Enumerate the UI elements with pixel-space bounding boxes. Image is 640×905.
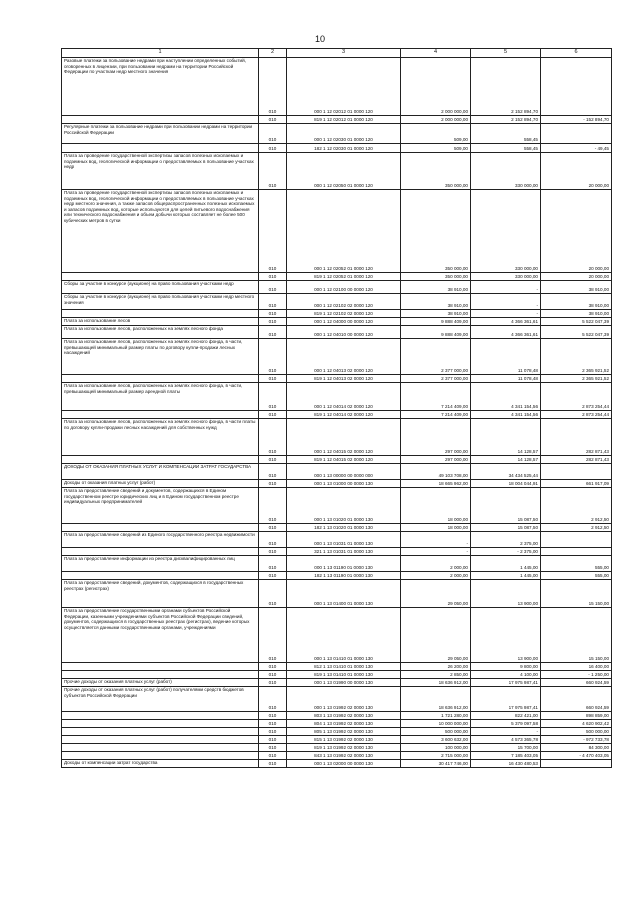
- row-name-cell: Плата за предоставление сведений и документов, содержащихся в Едином государственном реестре юридических лиц и в Едином государственном реестре индивидуальных предпринимателей: [62, 488, 259, 524]
- unexecuted-cell: 15 150,00: [541, 608, 612, 663]
- executed-cell: 2 375,00: [471, 532, 541, 548]
- unexecuted-cell: 5 522 047,39: [541, 318, 612, 326]
- row-name-cell: Прочие доходы от оказания платных услуг (работ): [62, 679, 259, 687]
- report-table: [61, 48, 612, 768]
- unexecuted-cell: [541, 124, 612, 144]
- table-row: [62, 679, 612, 687]
- approved-plan-cell: 2 377 000,00: [401, 375, 471, 383]
- row-name-cell: Плата за использование лесов, расположенных на землях лесного фонда: [62, 326, 259, 339]
- approved-plan-cell: 297 000,00: [401, 456, 471, 464]
- row-code-cell: 010: [259, 464, 287, 480]
- unexecuted-cell: 660 924,59: [541, 687, 612, 712]
- executed-cell: -: [471, 728, 541, 736]
- row-code-cell: 010: [259, 608, 287, 663]
- approved-plan-cell: 2 850,00: [401, 671, 471, 679]
- row-name-cell: [62, 116, 259, 124]
- unexecuted-cell: [541, 464, 612, 480]
- table-row: [62, 464, 612, 480]
- unexecuted-cell: 16 400,00: [541, 663, 612, 671]
- budget-code-cell: 000 1 13 01410 01 0000 130: [287, 608, 401, 663]
- budget-code-cell: 812 1 13 01410 01 0000 130: [287, 663, 401, 671]
- table-row: [62, 383, 612, 411]
- table-row: [62, 532, 612, 548]
- budget-code-cell: 000 1 12 04010 00 0000 120: [287, 326, 401, 339]
- table-row: [62, 310, 612, 318]
- budget-code-cell: 321 1 13 01031 01 0000 130: [287, 548, 401, 556]
- budget-code-cell: 000 1 13 01400 01 0000 130: [287, 580, 401, 608]
- row-name-cell: [62, 524, 259, 532]
- table-row: [62, 480, 612, 488]
- budget-code-cell: 819 1 12 02012 01 0000 120: [287, 116, 401, 124]
- row-name-cell: Плата за предоставление информации из реестра дисквалифицированных лиц: [62, 556, 259, 572]
- approved-plan-cell: 49 103 708,00: [401, 464, 471, 480]
- table-row: [62, 339, 612, 375]
- row-code-cell: 010: [259, 524, 287, 532]
- approved-plan-cell: 509,00: [401, 124, 471, 144]
- budget-code-cell: 000 1 12 04014 02 0000 120: [287, 383, 401, 411]
- unexecuted-cell: 555,00: [541, 572, 612, 580]
- unexecuted-cell: 20 000,00: [541, 153, 612, 190]
- approved-plan-cell: 29 050,00: [401, 580, 471, 608]
- row-code-cell: 010: [259, 318, 287, 326]
- row-code-cell: 010: [259, 144, 287, 153]
- unexecuted-cell: 2 365 921,52: [541, 339, 612, 375]
- executed-cell: 330 000,00: [471, 273, 541, 281]
- approved-plan-cell: 350 000,00: [401, 273, 471, 281]
- row-name-cell: [62, 663, 259, 671]
- row-code-cell: 010: [259, 572, 287, 580]
- table-row: [62, 281, 612, 294]
- unexecuted-cell: [541, 532, 612, 548]
- table-row: [62, 760, 612, 768]
- row-name-cell: [62, 744, 259, 752]
- unexecuted-cell: 84 300,00: [541, 744, 612, 752]
- unexecuted-cell: - 152 894,70: [541, 116, 612, 124]
- approved-plan-cell: 38 910,00: [401, 294, 471, 310]
- approved-plan-cell: 9 888 409,00: [401, 318, 471, 326]
- row-name-cell: [62, 736, 259, 744]
- approved-plan-cell: 297 000,00: [401, 419, 471, 456]
- table-row: [62, 556, 612, 572]
- executed-cell: 17 975 987,41: [471, 687, 541, 712]
- row-name-cell: [62, 456, 259, 464]
- executed-cell: 17 975 987,41: [471, 679, 541, 687]
- unexecuted-cell: 2 912,50: [541, 488, 612, 524]
- budget-code-cell: 000 1 13 01990 00 0000 130: [287, 679, 401, 687]
- row-name-cell: Плата за проведение государственной экспертизы запасов полезных ископаемых и подземных вод, геологической информации о предоставляемых в пользование участках недр: [62, 153, 259, 190]
- executed-cell: 18 004 044,91: [471, 480, 541, 488]
- executed-cell: 1 445,00: [471, 572, 541, 580]
- approved-plan-cell: 509,00: [401, 144, 471, 153]
- table-row: [62, 580, 612, 608]
- row-name-cell: [62, 310, 259, 318]
- table-row: [62, 273, 612, 281]
- approved-plan-cell: 38 910,00: [401, 310, 471, 318]
- approved-plan-cell: 18 636 912,00: [401, 687, 471, 712]
- table-row: [62, 153, 612, 190]
- table-row: [62, 608, 612, 663]
- budget-code-cell: 000 1 12 04013 02 0000 120: [287, 339, 401, 375]
- unexecuted-cell: 555,00: [541, 556, 612, 572]
- approved-plan-cell: 7 214 409,00: [401, 383, 471, 411]
- row-code-cell: 010: [259, 124, 287, 144]
- unexecuted-cell: 282 871,43: [541, 419, 612, 456]
- row-code-cell: 010: [259, 532, 287, 548]
- table-row: [62, 411, 612, 419]
- row-code-cell: 010: [259, 548, 287, 556]
- row-code-cell: 010: [259, 720, 287, 728]
- budget-code-cell: 000 1 12 04000 00 0000 120: [287, 318, 401, 326]
- table-row: [62, 375, 612, 383]
- table-row: [62, 419, 612, 456]
- row-name-cell: [62, 411, 259, 419]
- table-row: [62, 58, 612, 116]
- row-code-cell: 010: [259, 273, 287, 281]
- budget-code-cell: 819 1 12 04015 02 0000 120: [287, 456, 401, 464]
- executed-cell: 558,45: [471, 144, 541, 153]
- page-number: 10: [314, 34, 325, 44]
- approved-plan-cell: 2 000 000,00: [401, 116, 471, 124]
- row-code-cell: 010: [259, 375, 287, 383]
- approved-plan-cell: 10 000 000,00: [401, 720, 471, 728]
- budget-code-cell: 000 1 12 02030 01 0000 120: [287, 124, 401, 144]
- approved-plan-cell: 18 000,00: [401, 488, 471, 524]
- budget-code-cell: 819 1 12 04013 02 0000 120: [287, 375, 401, 383]
- executed-cell: 14 128,57: [471, 419, 541, 456]
- budget-code-cell: 000 1 13 00000 00 0000 000: [287, 464, 401, 480]
- row-code-cell: 010: [259, 419, 287, 456]
- unexecuted-cell: 660 924,59: [541, 679, 612, 687]
- row-code-cell: 010: [259, 760, 287, 768]
- column-header: 1: [62, 49, 259, 58]
- row-name-cell: Плата за использование лесов, расположенных на землях лесного фонда, в части, превышающей минимальный размер платы по договору купли-продажи лесных насаждений: [62, 339, 259, 375]
- unexecuted-cell: - 4 470 403,05: [541, 752, 612, 760]
- unexecuted-cell: 282 871,43: [541, 456, 612, 464]
- row-code-cell: 010: [259, 728, 287, 736]
- approved-plan-cell: 500 000,00: [401, 728, 471, 736]
- column-header: 2: [259, 49, 287, 58]
- approved-plan-cell: 2 377 000,00: [401, 339, 471, 375]
- row-name-cell: [62, 671, 259, 679]
- budget-code-cell: 000 1 13 01020 01 0000 130: [287, 488, 401, 524]
- row-code-cell: 010: [259, 456, 287, 464]
- approved-plan-cell: 18 636 912,00: [401, 679, 471, 687]
- row-code-cell: 010: [259, 116, 287, 124]
- executed-cell: 9 800,00: [471, 663, 541, 671]
- column-header: 6: [541, 49, 612, 58]
- executed-cell: 4 573 365,78: [471, 736, 541, 744]
- row-name-cell: Плата за проведение государственной экспертизы запасов полезных ископаемых и подземных вод, геологической информации о предоставляемых в пользование участках недр местного значения, а также запасов общераспространенных полезных ископаемых и запасов подземных вод, которые используются для целей питьевого водоснабжения или технического водоснабжения и объем добычи которых составляет не более 500 кубических метров в сутки: [62, 190, 259, 273]
- unexecuted-cell: 38 910,00: [541, 281, 612, 294]
- approved-plan-cell: 1 721 280,00: [401, 712, 471, 720]
- budget-code-cell: 819 1 12 02102 02 0000 120: [287, 310, 401, 318]
- row-name-cell: ДОХОДЫ ОТ ОКАЗАНИЯ ПЛАТНЫХ УСЛУГ И КОМПЕНСАЦИИ ЗАТРАТ ГОСУДАРСТВА: [62, 464, 259, 480]
- unexecuted-cell: [541, 760, 612, 768]
- executed-cell: 330 000,00: [471, 153, 541, 190]
- executed-cell: 1 445,00: [471, 556, 541, 572]
- table-row: [62, 124, 612, 144]
- executed-cell: 13 900,00: [471, 608, 541, 663]
- budget-code-cell: 182 1 13 01190 01 0000 130: [287, 572, 401, 580]
- row-name-cell: Регулярные платежи за пользование недрами при пользовании недрами на территории Российской Федерации: [62, 124, 259, 144]
- executed-cell: -: [471, 281, 541, 294]
- table-row: [62, 190, 612, 273]
- budget-code-cell: 819 1 13 01992 02 0000 130: [287, 744, 401, 752]
- row-code-cell: 010: [259, 712, 287, 720]
- table-row: [62, 687, 612, 712]
- budget-code-cell: 000 1 12 04015 02 0000 120: [287, 419, 401, 456]
- row-code-cell: 010: [259, 679, 287, 687]
- unexecuted-cell: [541, 548, 612, 556]
- row-code-cell: 010: [259, 736, 287, 744]
- executed-cell: 2 152 894,70: [471, 58, 541, 116]
- executed-cell: 15 087,50: [471, 524, 541, 532]
- executed-cell: 330 000,00: [471, 190, 541, 273]
- approved-plan-cell: 350 000,00: [401, 153, 471, 190]
- budget-code-cell: 182 1 13 01020 01 0000 130: [287, 524, 401, 532]
- executed-cell: 15 700,00: [471, 744, 541, 752]
- budget-code-cell: 000 1 13 01000 00 0000 130: [287, 480, 401, 488]
- budget-code-cell: 843 1 13 01992 02 0000 130: [287, 752, 401, 760]
- table-row: [62, 744, 612, 752]
- unexecuted-cell: - 49,45: [541, 144, 612, 153]
- row-name-cell: Сборы за участие в конкурсе (аукционе) на право пользования участками недр местного значения: [62, 294, 259, 310]
- row-name-cell: [62, 728, 259, 736]
- approved-plan-cell: -: [401, 548, 471, 556]
- row-code-cell: 010: [259, 687, 287, 712]
- table-row: [62, 671, 612, 679]
- row-name-cell: Плата за использование лесов: [62, 318, 259, 326]
- budget-code-cell: 819 1 13 01410 01 0000 130: [287, 671, 401, 679]
- row-name-cell: [62, 548, 259, 556]
- approved-plan-cell: 26 200,00: [401, 663, 471, 671]
- budget-code-cell: 000 1 12 02052 01 0000 120: [287, 190, 401, 273]
- budget-code-cell: 182 1 12 02030 01 0000 120: [287, 144, 401, 153]
- row-code-cell: 010: [259, 663, 287, 671]
- row-code-cell: 010: [259, 480, 287, 488]
- budget-code-cell: 000 1 12 02012 01 0000 120: [287, 58, 401, 116]
- row-code-cell: 010: [259, 752, 287, 760]
- column-header: 4: [401, 49, 471, 58]
- approved-plan-cell: 3 600 632,00: [401, 736, 471, 744]
- row-name-cell: [62, 375, 259, 383]
- table-row: [62, 736, 612, 744]
- row-code-cell: 010: [259, 190, 287, 273]
- row-name-cell: Плата за предоставление государственными органами субъектов Российской Федерации, казенными учреждениями субъектов Российской Федерации сведений, документов, содержащихся в государственных реестрах (регистрах), ведение которых осуществляется данными государственными органами, учреждениями: [62, 608, 259, 663]
- table-row: [62, 663, 612, 671]
- row-code-cell: 010: [259, 294, 287, 310]
- approved-plan-cell: 7 214 409,00: [401, 411, 471, 419]
- row-code-cell: 010: [259, 310, 287, 318]
- table-row: [62, 712, 612, 720]
- unexecuted-cell: 898 859,00: [541, 712, 612, 720]
- column-header: 3: [287, 49, 401, 58]
- unexecuted-cell: 5 522 047,39: [541, 326, 612, 339]
- table-row: [62, 524, 612, 532]
- row-code-cell: 010: [259, 556, 287, 572]
- approved-plan-cell: 18 665 962,00: [401, 480, 471, 488]
- executed-cell: 558,45: [471, 124, 541, 144]
- row-code-cell: 010: [259, 411, 287, 419]
- unexecuted-cell: 38 910,00: [541, 310, 612, 318]
- budget-code-cell: 000 1 13 01190 01 0000 130: [287, 556, 401, 572]
- row-name-cell: Плата за использование лесов, расположенных на землях лесного фонда, в части, превышающей минимальный размер арендной платы: [62, 383, 259, 411]
- executed-cell: 16 430 480,53: [471, 760, 541, 768]
- approved-plan-cell: 29 050,00: [401, 608, 471, 663]
- row-code-cell: 010: [259, 671, 287, 679]
- row-name-cell: Плата за использование лесов, расположенных на землях лесного фонда, в части платы по договору купли-продажи лесных насаждений для собственных нужд: [62, 419, 259, 456]
- table-row: [62, 720, 612, 728]
- row-name-cell: Плата за предоставление сведений, документов, содержащихся в государственных реестрах (регистрах): [62, 580, 259, 608]
- row-code-cell: 010: [259, 383, 287, 411]
- table-row: [62, 548, 612, 556]
- table-row: [62, 116, 612, 124]
- row-name-cell: Плата за предоставление сведений из Единого государственного реестра недвижимости: [62, 532, 259, 548]
- approved-plan-cell: 18 000,00: [401, 524, 471, 532]
- row-name-cell: Сборы за участие в конкурсе (аукционе) на право пользования участками недр: [62, 281, 259, 294]
- budget-code-cell: 819 1 12 04014 02 0000 120: [287, 411, 401, 419]
- unexecuted-cell: 500 000,00: [541, 728, 612, 736]
- approved-plan-cell: 30 417 746,00: [401, 760, 471, 768]
- row-name-cell: Разовые платежи за пользование недрами при наступлении определенных событий, оговоренных в лицензии, при пользовании недрами на территории Российской Федерации по участкам недр местного значения: [62, 58, 259, 116]
- budget-code-cell: 805 1 13 01992 02 0000 130: [287, 728, 401, 736]
- executed-cell: 2 152 894,70: [471, 116, 541, 124]
- table-row: [62, 294, 612, 310]
- budget-code-cell: 803 1 13 01992 02 0000 130: [287, 712, 401, 720]
- table-row: [62, 752, 612, 760]
- budget-code-cell: 000 1 13 01031 01 0000 130: [287, 532, 401, 548]
- row-code-cell: 010: [259, 281, 287, 294]
- budget-code-cell: 000 1 12 02050 01 0000 120: [287, 153, 401, 190]
- budget-code-cell: 819 1 12 02052 01 0000 120: [287, 273, 401, 281]
- budget-code-cell: 815 1 13 01992 02 0000 130: [287, 736, 401, 744]
- unexecuted-cell: [541, 58, 612, 116]
- budget-code-cell: 000 1 13 01992 02 0000 130: [287, 687, 401, 712]
- executed-cell: 4 341 154,56: [471, 383, 541, 411]
- executed-cell: -: [471, 294, 541, 310]
- executed-cell: 11 078,48: [471, 375, 541, 383]
- executed-cell: - 2 375,00: [471, 548, 541, 556]
- approved-plan-cell: 350 000,00: [401, 190, 471, 273]
- row-name-cell: [62, 752, 259, 760]
- row-name-cell: [62, 720, 259, 728]
- unexecuted-cell: - 1 250,00: [541, 671, 612, 679]
- unexecuted-cell: 2 365 921,52: [541, 375, 612, 383]
- column-header: 5: [471, 49, 541, 58]
- row-name-cell: Доходы от оказания платных услуг (работ): [62, 480, 259, 488]
- row-code-cell: 010: [259, 58, 287, 116]
- unexecuted-cell: 2 873 254,44: [541, 411, 612, 419]
- executed-cell: 11 078,48: [471, 339, 541, 375]
- row-name-cell: Доходы от компенсации затрат государства: [62, 760, 259, 768]
- executed-cell: 13 900,00: [471, 580, 541, 608]
- table-row: [62, 488, 612, 524]
- unexecuted-cell: 15 150,00: [541, 580, 612, 608]
- approved-plan-cell: -: [401, 532, 471, 548]
- table-row: [62, 572, 612, 580]
- budget-code-cell: 804 1 13 01992 02 0000 130: [287, 720, 401, 728]
- approved-plan-cell: 2 000 000,00: [401, 58, 471, 116]
- executed-cell: 4 366 361,61: [471, 326, 541, 339]
- row-code-cell: 010: [259, 744, 287, 752]
- budget-code-cell: 000 1 13 02000 00 0000 130: [287, 760, 401, 768]
- unexecuted-cell: 38 910,00: [541, 294, 612, 310]
- executed-cell: -: [471, 310, 541, 318]
- unexecuted-cell: 4 620 902,42: [541, 720, 612, 728]
- unexecuted-cell: - 972 733,78: [541, 736, 612, 744]
- approved-plan-cell: 38 910,00: [401, 281, 471, 294]
- row-code-cell: 010: [259, 326, 287, 339]
- unexecuted-cell: 2 912,50: [541, 524, 612, 532]
- row-name-cell: [62, 572, 259, 580]
- row-name-cell: Прочие доходы от оказания платных услуг (работ) получателями средств бюджетов субъектов Российской Федерации: [62, 687, 259, 712]
- row-code-cell: 010: [259, 580, 287, 608]
- executed-cell: 7 185 403,05: [471, 752, 541, 760]
- budget-code-cell: 000 1 12 02102 02 0000 120: [287, 294, 401, 310]
- executed-cell: 4 100,00: [471, 671, 541, 679]
- executed-cell: 14 128,57: [471, 456, 541, 464]
- executed-cell: 5 379 097,58: [471, 720, 541, 728]
- row-code-cell: 010: [259, 488, 287, 524]
- unexecuted-cell: 20 000,00: [541, 190, 612, 273]
- approved-plan-cell: 2 000,00: [401, 572, 471, 580]
- budget-code-cell: 000 1 12 02100 00 0000 120: [287, 281, 401, 294]
- row-name-cell: [62, 144, 259, 153]
- row-name-cell: [62, 273, 259, 281]
- approved-plan-cell: 100 000,00: [401, 744, 471, 752]
- column-number-row: [62, 49, 612, 58]
- executed-cell: 34 434 525,44: [471, 464, 541, 480]
- unexecuted-cell: 20 000,00: [541, 273, 612, 281]
- row-name-cell: [62, 712, 259, 720]
- table-row: [62, 456, 612, 464]
- table-row: [62, 144, 612, 153]
- executed-cell: 822 421,00: [471, 712, 541, 720]
- unexecuted-cell: 661 917,09: [541, 480, 612, 488]
- approved-plan-cell: 2 715 000,00: [401, 752, 471, 760]
- executed-cell: 4 341 154,56: [471, 411, 541, 419]
- row-code-cell: 010: [259, 339, 287, 375]
- row-code-cell: 010: [259, 153, 287, 190]
- approved-plan-cell: 9 888 409,00: [401, 326, 471, 339]
- table-row: [62, 326, 612, 339]
- unexecuted-cell: 2 873 254,44: [541, 383, 612, 411]
- table-row: [62, 728, 612, 736]
- approved-plan-cell: 2 000,00: [401, 556, 471, 572]
- executed-cell: 15 087,50: [471, 488, 541, 524]
- executed-cell: 4 366 361,61: [471, 318, 541, 326]
- table-row: [62, 318, 612, 326]
